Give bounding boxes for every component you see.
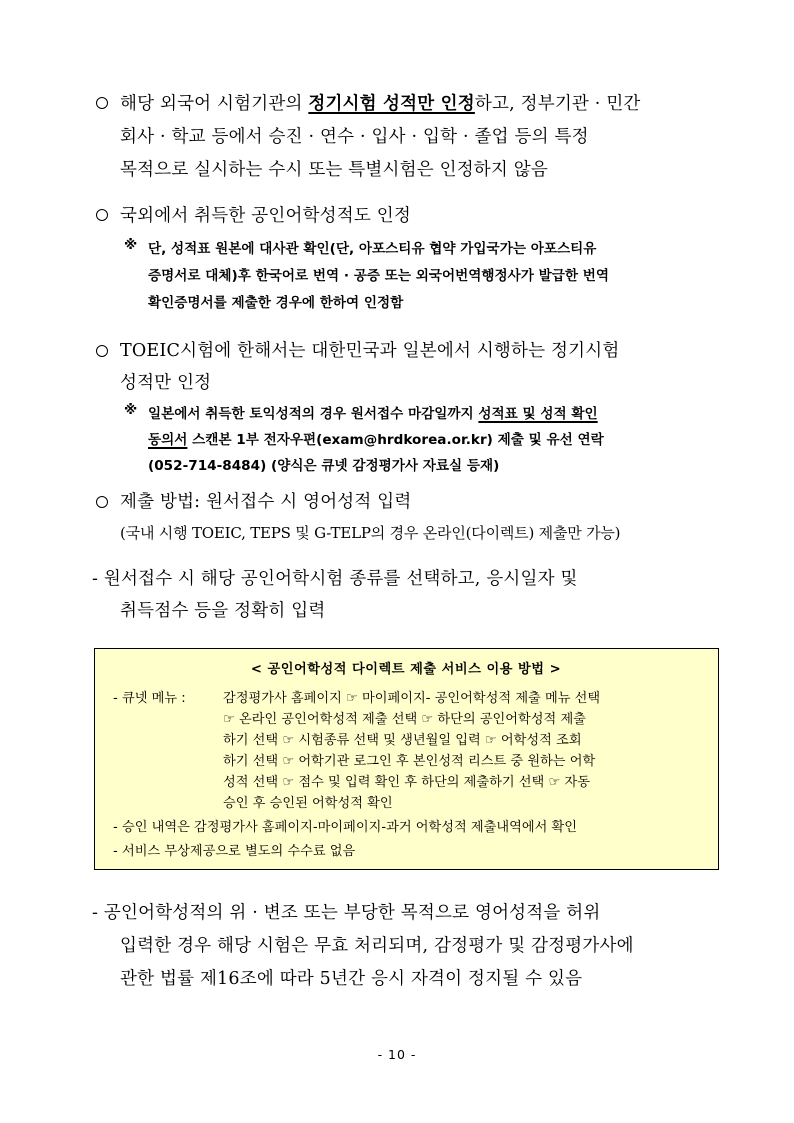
box-item1-line3: 하기 선택 ☞ 시험종류 선택 및 생년월일 입력 ☞ 어학성적 조회 xyxy=(223,733,582,748)
box-item1-line5: 성적 선택 ☞ 점수 및 입력 확인 후 하단의 제출하기 선택 ☞ 자동 xyxy=(223,775,590,790)
section1-line2: 회사 · 학교 등에서 승진 · 연수 · 입사 · 입학 · 졸업 등의 특정 xyxy=(120,127,589,147)
bullet-circle-icon xyxy=(96,345,108,357)
section5-line1: - 원서접수 시 해당 공인어학시험 종류를 선택하고, 응시일자 및 xyxy=(92,569,578,589)
section1-line1 xyxy=(120,90,641,115)
bullet-circle-icon xyxy=(96,97,108,109)
section3-note-emphasis: 성적표 및 성적 확인 xyxy=(478,406,598,422)
section3-note-line3: (052-714-8484) (양식은 큐넷 감정평가사 자료실 등재) xyxy=(148,458,500,474)
box-item1-line1: 감정평가사 홈페이지 ☞ 마이페이지- 공인어학성적 제출 메뉴 선택 xyxy=(223,691,601,706)
section2-note-line3: 확인증명서를 제출한 경우에 한하여 인정함 xyxy=(148,295,404,311)
section2-line1: 국외에서 취득한 공인어학성적도 인정 xyxy=(120,206,411,226)
section3-note-line1 xyxy=(148,402,598,422)
box-item1-line6: 승인 후 승인된 어학성적 확인 xyxy=(223,796,393,811)
section6-line2: 입력한 경우 해당 시험은 무효 처리되며, 감정평가 및 감정평가사에 xyxy=(120,936,634,956)
bullet-circle-icon xyxy=(96,209,108,221)
section1-line3: 목적으로 실시하는 수시 또는 특별시험은 인정하지 않음 xyxy=(120,160,548,180)
section1-line1-b: 하고, 정부기관 · 민간 xyxy=(474,94,641,114)
section4-line2: (국내 시행 TOEIC, TEPS 및 G-TELP의 경우 온라인(다이렉트) 제출만 가능) xyxy=(120,524,621,542)
box-title: < 공인어학성적 다이렉트 제출 서비스 이용 방법 > xyxy=(250,662,562,677)
page-number: - 10 - xyxy=(377,1047,417,1062)
section3-note-mark: ※ xyxy=(124,402,138,418)
section6-line1: - 공인어학성적의 위 · 변조 또는 부당한 목적으로 영어성적을 허위 xyxy=(92,903,601,923)
box-item1-line2: ☞ 온라인 공인어학성적 제출 선택 ☞ 하단의 공인어학성적 제출 xyxy=(223,712,586,727)
section3-line1: TOEIC시험에 한해서는 대한민국과 일본에서 시행하는 정기시험 xyxy=(120,341,620,361)
bullet-circle-icon xyxy=(96,496,108,508)
section1-emphasis: 정기시험 성적만 인정 xyxy=(308,94,475,114)
section3-note-line2 xyxy=(148,428,604,448)
box-item3: - 서비스 무상제공으로 별도의 수수료 없음 xyxy=(113,844,356,859)
section6-line3: 관한 법률 제16조에 따라 5년간 응시 자격이 정지될 수 있음 xyxy=(120,969,583,989)
section2-note-line2: 증명서로 대체)후 한국어로 번역 · 공증 또는 외국어번역행정사가 발급한 번역 xyxy=(148,268,610,284)
section5-line2: 취득점수 등을 정확히 입력 xyxy=(120,601,326,621)
section1-line1-a: 해당 외국어 시험기관의 xyxy=(120,94,309,114)
section3-note-line2-b: 스캔본 1부 전자우편(exam@hrdkorea.or.kr) 제출 및 유선 연락 xyxy=(187,432,604,448)
section3-note-emphasis-2: 동의서 xyxy=(148,432,188,448)
section4-line1: 제출 방법: 원서접수 시 영어성적 입력 xyxy=(120,492,412,512)
section3-line2: 성적만 인정 xyxy=(120,373,212,393)
box-item1-label: - 큐넷 메뉴 : xyxy=(113,691,186,706)
section2-note-mark: ※ xyxy=(124,237,138,253)
box-item1-line4: 하기 선택 ☞ 어학기관 로그인 후 본인성적 리스트 중 원하는 어학 xyxy=(223,754,596,769)
section3-note-line1-a: 일본에서 취득한 토익성적의 경우 원서접수 마감일까지 xyxy=(148,406,479,422)
section2-note-line1: 단, 성적표 원본에 대사관 확인(단, 아포스티유 협약 가입국가는 아포스티유 xyxy=(148,241,597,257)
direct-submission-info-box xyxy=(94,648,719,870)
box-item2: - 승인 내역은 감정평가사 홈페이지-마이페이지-과거 어학성적 제출내역에서 확인 xyxy=(113,820,578,835)
